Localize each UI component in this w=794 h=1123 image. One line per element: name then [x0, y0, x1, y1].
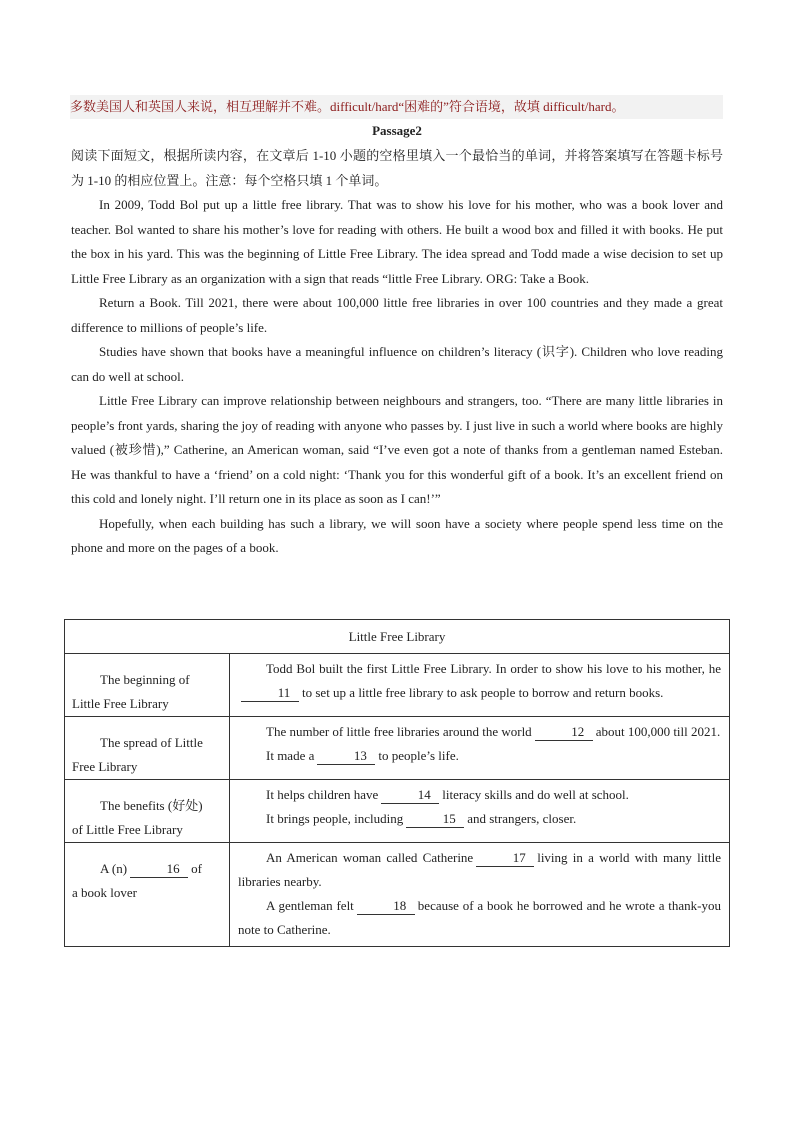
row-content — [230, 717, 730, 780]
table-row — [65, 843, 730, 947]
sentence-text: and strangers, closer. — [467, 811, 577, 826]
paragraph-4: Little Free Library can improve relationship between neighbours and strangers, too. “There are many little libraries in people’s front yards, sharing the joy of reading with anyone who passes by. I just live in such a world where books are highly valued (被珍惜),” Catherine, an American woman, said “I’ve even got a note of thanks from a gentleman named Esteban. He was thankful to have a ‘friend’ on a cold night: ‘Thank you for this wonderful gift of a book. It’s an excellent friend on this cold and lonely night. I’ll return one in its place as soon as I can!’” — [71, 393, 723, 506]
table-row — [65, 780, 730, 843]
sentence-text: to people’s life. — [378, 748, 459, 763]
passage-title: Passage2 — [372, 123, 422, 138]
row-label-line: The spread of Little — [100, 735, 203, 750]
paragraph-2: Return a Book. Till 2021, there were about 100,000 little free libraries in over 100 countries and they made a great difference to millions of people’s life. — [71, 295, 723, 335]
sentence-text: It helps children have — [266, 787, 379, 802]
answer-explanation-line: 多数美国人和英国人来说，相互理解并不难。difficult/hard“困难的”符合语境，故填 difficult/hard。 — [70, 95, 723, 119]
answer-blank-15[interactable]: 15 — [406, 811, 464, 828]
row-label — [65, 843, 230, 947]
sentence-text: about 100,000 till 2021. — [595, 724, 721, 739]
sentence-text: A gentleman felt — [266, 898, 354, 913]
row-label-line — [72, 857, 222, 881]
sentence-text: to set up a little free library to ask people to borrow and return books. — [302, 685, 664, 700]
row-sentence — [238, 807, 721, 831]
table-header-row — [65, 620, 730, 654]
table-row — [65, 717, 730, 780]
answer-blank-13[interactable]: 13 — [317, 748, 375, 765]
row-label — [65, 717, 230, 780]
row-sentence — [238, 657, 721, 705]
answer-blank-11[interactable]: 11 — [241, 685, 299, 702]
label-text: A (n) — [100, 861, 128, 876]
table-header: Little Free Library — [65, 620, 730, 654]
label-text: of — [191, 861, 202, 876]
sentence-text: living in a world with many little libraries nearby. — [238, 850, 721, 889]
sentence-text: It made a — [266, 748, 315, 763]
sentence-text: literacy skills and do well at school. — [442, 787, 629, 802]
row-label-line: Little Free Library — [72, 696, 169, 711]
sentence-text: An American woman called Catherine — [266, 850, 474, 865]
row-content — [230, 843, 730, 947]
row-label-line: of Little Free Library — [72, 822, 183, 837]
row-label-line: Free Library — [72, 759, 138, 774]
row-label — [65, 654, 230, 717]
row-sentence — [238, 846, 721, 894]
answer-blank-16[interactable]: 16 — [130, 861, 188, 878]
sentence-text: because of a book he borrowed and he wrote a thank-you note to Catherine. — [238, 898, 721, 937]
answer-blank-12[interactable]: 12 — [535, 724, 593, 741]
row-label-line: a book lover — [72, 885, 137, 900]
paragraph-3: Studies have shown that books have a meaningful influence on children’s literacy (识字). Children who love reading can do well at school. — [71, 344, 723, 384]
row-sentence — [238, 720, 721, 744]
passage-body — [71, 144, 723, 561]
sentence-text: It brings people, including — [266, 811, 404, 826]
row-content — [230, 780, 730, 843]
summary-table — [64, 619, 730, 947]
row-label-line: The benefits (好处) — [100, 798, 203, 813]
table-row — [65, 654, 730, 717]
row-label — [65, 780, 230, 843]
row-sentence — [238, 783, 721, 807]
sentence-text: Todd Bol built the first Little Free Library. In order to show his love to his mother, he — [266, 661, 721, 676]
row-label-line: The beginning of — [100, 672, 190, 687]
answer-blank-14[interactable]: 14 — [381, 787, 439, 804]
row-content — [230, 654, 730, 717]
row-sentence — [238, 894, 721, 942]
paragraph-5: Hopefully, when each building has such a library, we will soon have a society where people spend less time on the phone and more on the pages of a book. — [71, 515, 723, 555]
paragraph-1: In 2009, Todd Bol put up a little free library. That was to show his love for his mother, who was a book lover and teacher. Bol wanted to share his mother’s love for reading with others. He built a wood box and filled it with books. He put the box in his yard. This was the beginning of Little Free Library. The idea spread and Todd made a wise decision to set up Little Free Library as an organization with a sign that reads “little Free Library. ORG: Take a Book. — [71, 197, 723, 286]
instructions: 阅读下面短文，根据所读内容，在文章后 1-10 小题的空格里填入一个最恰当的单词，并将答案填写在答题卡标号为 1-10 的相应位置上。注意：每个空格只填 1 个单词。 — [71, 148, 723, 188]
answer-blank-18[interactable]: 18 — [357, 898, 415, 915]
answer-blank-17[interactable]: 17 — [476, 850, 534, 867]
row-sentence — [238, 744, 721, 768]
sentence-text: The number of little free libraries around the world — [266, 724, 532, 739]
